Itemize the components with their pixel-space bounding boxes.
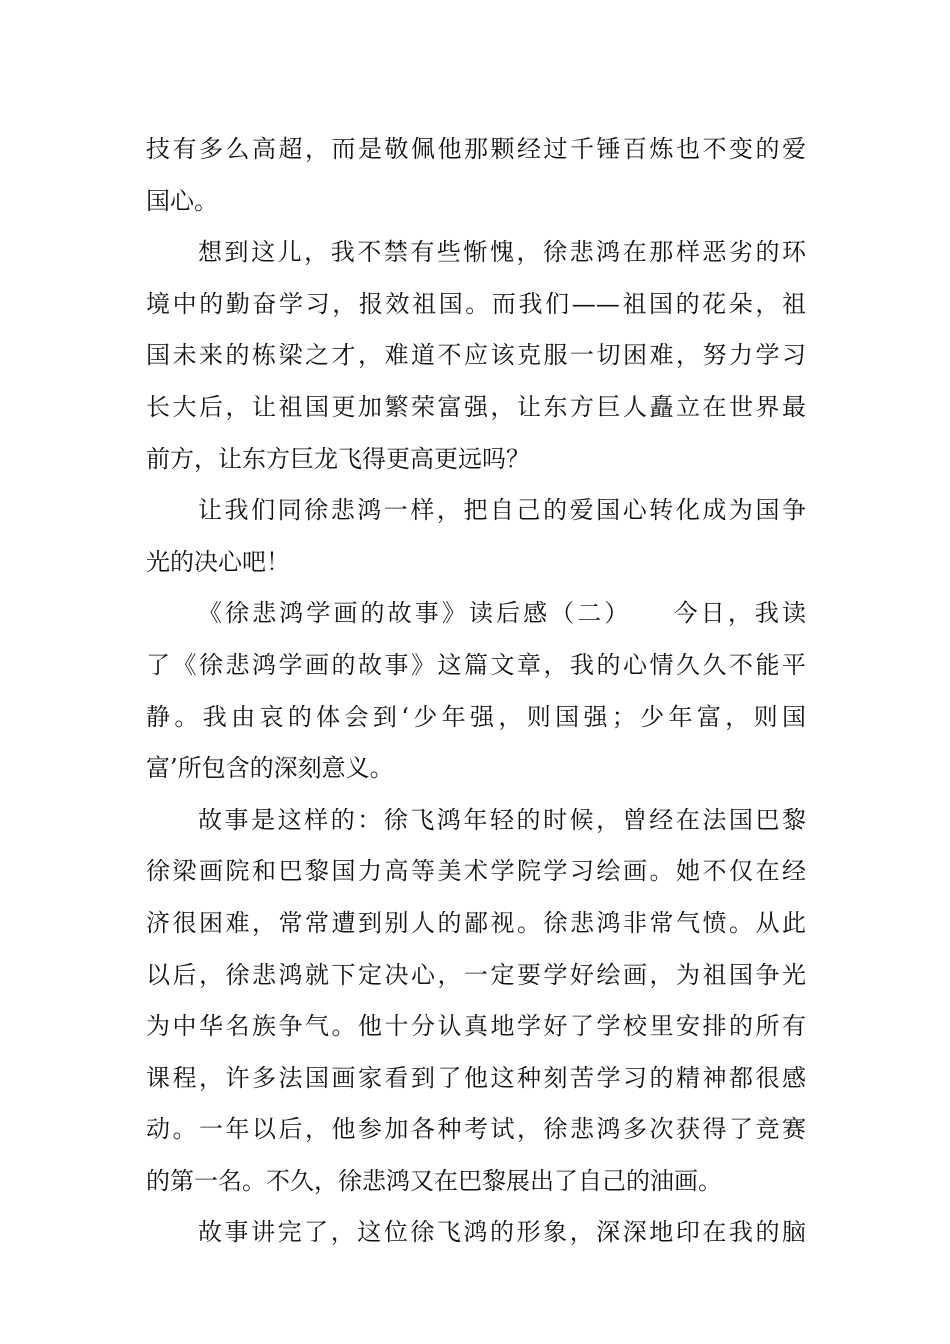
text-line: 国未来的栋梁之才，难道不应该克服一切困难，努力学习 (146, 341, 806, 370)
text-line: 光的决心吧！ (146, 547, 290, 576)
text-line: 了《徐悲鸿学画的故事》这篇文章，我的心情久久不能平 (146, 650, 806, 679)
text-line: 技有多么高超，而是敬佩他那颗经过千锤百炼也不变的爱 (146, 135, 806, 163)
text-line: 的第一名。不久，徐悲鸿又在巴黎展出了自己的油画。 (146, 1166, 722, 1195)
text-line: 课程，许多法国画家看到了他这种刻苦学习的精神都很感 (146, 1063, 806, 1092)
text-line: 国心。 (146, 186, 218, 215)
text-line: 长大后，让祖国更加繁荣富强，让东方巨人矗立在世界最 (146, 392, 806, 421)
text-line: 为中华名族争气。他十分认真地学好了学校里安排的所有 (146, 1012, 806, 1041)
paragraph-first-line: 想到这儿，我不禁有些惭愧，徐悲鸿在那样恶劣的环 (198, 238, 806, 267)
text-line: 徐梁画院和巴黎国力高等美术学院学习绘画。她不仅在经 (146, 857, 806, 886)
text-line: 境中的勤奋学习，报效祖国。而我们——祖国的花朵，祖 (146, 289, 806, 318)
text-line: 富’所包含的深刻意义。 (146, 754, 394, 783)
paragraph-first-line: 让我们同徐悲鸿一样，把自己的爱国心转化成为国争 (198, 496, 806, 525)
text-line: 动。一年以后，他参加各种考试，徐悲鸿多次获得了竞赛 (146, 1115, 806, 1144)
text-line: 济很困难，常常遭到别人的鄙视。徐悲鸿非常气愤。从此 (146, 908, 806, 937)
paragraph-first-line: 《徐悲鸿学画的故事》读后感（二） 今日，我读 (198, 599, 806, 628)
paragraph-first-line: 故事是这样的：徐飞鸿年轻的时候，曾经在法国巴黎 (198, 805, 806, 834)
text-line: 静。我由哀的体会到‘少年强，则国强；少年富，则国 (146, 702, 806, 731)
document-page (146, 124, 806, 1259)
text-line: 前方，让东方巨龙飞得更高更远吗？ (146, 444, 530, 473)
text-line: 以后，徐悲鸿就下定决心，一定要学好绘画，为祖国争光 (146, 960, 806, 989)
paragraph-first-line: 故事讲完了，这位徐飞鸿的形象，深深地印在我的脑 (198, 1218, 806, 1247)
